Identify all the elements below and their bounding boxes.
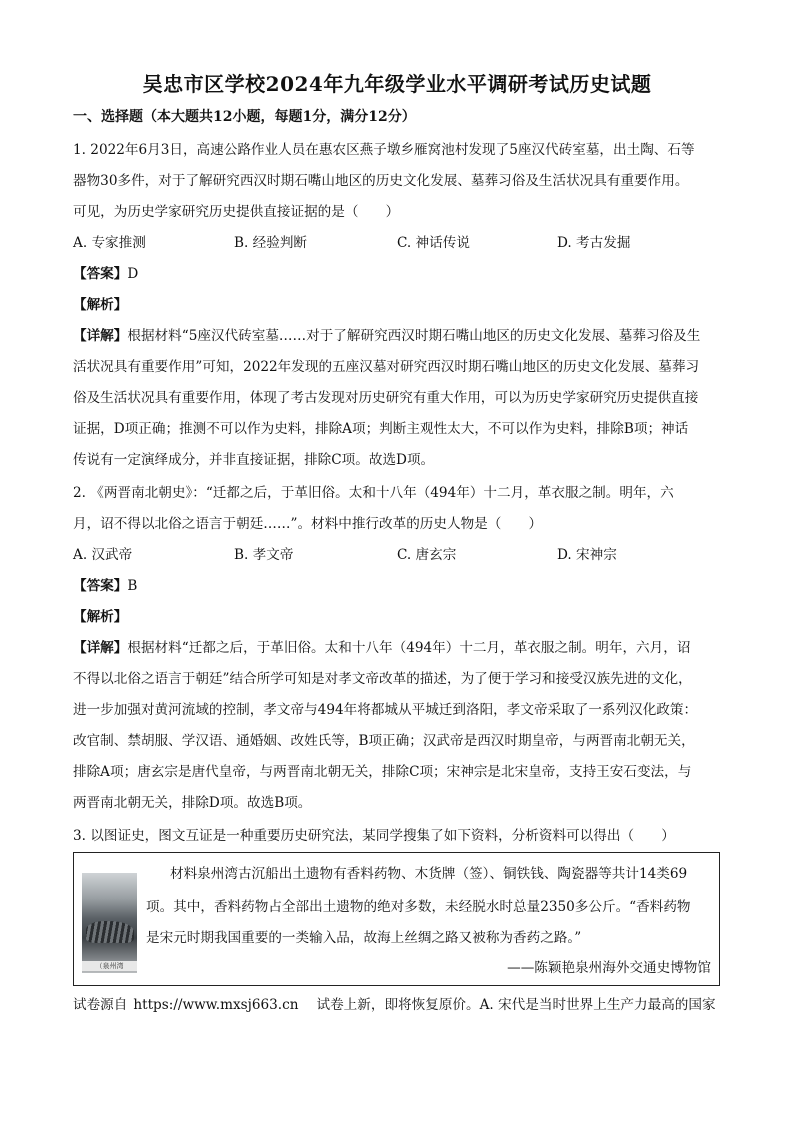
answer-label: 【答案】 — [73, 266, 128, 282]
q1-detail-line-5: 传说有一定演绎成分，并非直接证据，排除C项。故选D项。 — [73, 452, 435, 468]
q3-material-line-3: 是宋元时期我国重要的一类输入品，故海上丝绸之路又被称为香药之路。” — [146, 930, 582, 946]
q2-option-a: A. 汉武帝 — [73, 547, 133, 563]
q1-option-c: C. 神话传说 — [397, 235, 470, 251]
analysis-label: 【解析】 — [73, 297, 128, 313]
q1-analysis — [73, 295, 127, 315]
answer-label: 【答案】 — [73, 578, 128, 594]
q2-answer — [73, 576, 137, 596]
q1-detail-line-3: 俗及生活状况具有重要作用，体现了考古发现对历史研究有重大作用，可以为历史学家研究历史提供直接 — [73, 390, 699, 406]
q2-detail-line-3: 进一步加强对黄河流域的控制，孝文帝与494年将都城从平城迁到洛阳，孝文帝采取了一系列汉化政策： — [73, 702, 698, 718]
q2-answer-value: B — [127, 578, 138, 594]
footer-note: 试卷上新，即将恢复原价。A. 宋代是当时世界上生产力最高的国家 — [316, 997, 716, 1013]
detail-label: 【详解】 — [73, 328, 128, 344]
q1-detail-text-1: 根据材料“5座汉代砖室墓……对于了解研究西汉时期石嘴山地区的历史文化发展、墓葬习俗及生 — [127, 328, 701, 344]
q2-option-b: B. 孝文帝 — [234, 547, 294, 563]
q3-stem-line: 3. 以图证史，图文互证是一种重要历史研究法，某同学搜集了如下资料，分析资料可以得出（ ） — [73, 828, 675, 844]
q2-detail-line-6: 两晋南北朝无关，排除D项。故选B项。 — [73, 795, 312, 811]
analysis-label: 【解析】 — [73, 609, 128, 625]
q3-material-source: ——陈颖艳泉州海外交通史博物馆 — [507, 960, 711, 976]
q1-detail-line-4: 证据，D项正确；推测不可以作为史料，排除A项；判断主观性太大，不可以作为史料，排除B项；神话 — [73, 421, 689, 437]
q1-stem-line-3: 可见，为历史学家研究历史提供直接证据的是（ ） — [73, 204, 400, 220]
q2-stem-line-2: 月，诏不得以北俗之语言于朝廷……”。材料中推行改革的历史人物是（ ） — [73, 516, 543, 532]
footer-source-label: 试卷源自 — [73, 997, 128, 1013]
q2-detail-text-1: 根据材料“迁都之后，于革旧俗。太和十八年（494年）十二月，革衣服之制。明年，六月，诏 — [127, 640, 691, 656]
shipwreck-photo — [82, 873, 137, 973]
q2-detail-line-1 — [73, 638, 733, 658]
q1-answer-value: D — [127, 266, 139, 282]
shipwreck-icon — [86, 921, 134, 943]
footer-url-link[interactable]: https://www.mxsj663.cn — [133, 997, 299, 1013]
q1-answer — [73, 264, 138, 284]
q2-detail-line-4: 改官制、禁胡服、学汉语、通婚姻、改姓氏等，B项正确；汉武帝是西汉时期皇帝，与两晋南北朝无关， — [73, 733, 695, 749]
q1-option-a: A. 专家推测 — [73, 235, 146, 251]
q2-detail-line-5: 排除A项；唐玄宗是唐代皇帝，与两晋南北朝无关，排除C项；宋神宗是北宋皇帝，支持王安石变法，与 — [73, 764, 692, 780]
q1-option-d: D. 考古发掘 — [557, 235, 631, 251]
q2-analysis — [73, 607, 127, 627]
section-header: 一、选择题（本大题共12小题，每题1分，满分12分） — [73, 109, 416, 125]
q1-stem-line-1: 1. 2022年6月3日，高速公路作业人员在惠农区燕子墩乡雁窝池村发现了5座汉代砖室墓，出土陶、石等 — [73, 142, 695, 158]
q1-stem-line-2: 器物30多件，对于了解研究西汉时期石嘴山地区的历史文化发展、墓葬习俗及生活状况具有重要作用。 — [73, 173, 689, 189]
photo-caption: （泉州湾 — [82, 961, 137, 971]
q2-option-c: C. 唐玄宗 — [397, 547, 457, 563]
q2-detail-line-2: 不得以北俗之语言于朝廷”结合所学可知是对孝文帝改革的描述，为了便于学习和接受汉族先进的文化， — [73, 671, 692, 687]
detail-label: 【详解】 — [73, 640, 128, 656]
q3-material-box — [73, 852, 720, 986]
page-footer — [73, 995, 733, 1015]
q3-material-line-1: 材料泉州湾古沉船出土遗物有香料药物、木货牌（签）、铜铁钱、陶瓷器等共计14类69 — [170, 866, 688, 882]
q2-option-d: D. 宋神宗 — [557, 547, 617, 563]
page-title: 吴忠市区学校2024年九年级学业水平调研考试历史试题 — [142, 72, 652, 96]
q2-stem-line-1: 2. 《两晋南北朝史》：“迁都之后，于革旧俗。太和十八年（494年）十二月，革衣服之制。明年，六 — [73, 485, 674, 501]
q1-detail-line-1 — [73, 326, 733, 346]
q1-detail-line-2: 活状况具有重要作用”可知，2022年发现的五座汉墓对研究西汉时期石嘴山地区的历史文化发展、墓葬习 — [73, 359, 700, 375]
q3-material-line-2: 项。其中，香料药物占全部出土遗物的绝对多数，未经脱水时总量2350多公斤。“香料药物 — [146, 899, 691, 915]
q1-option-b: B. 经验判断 — [234, 235, 308, 251]
